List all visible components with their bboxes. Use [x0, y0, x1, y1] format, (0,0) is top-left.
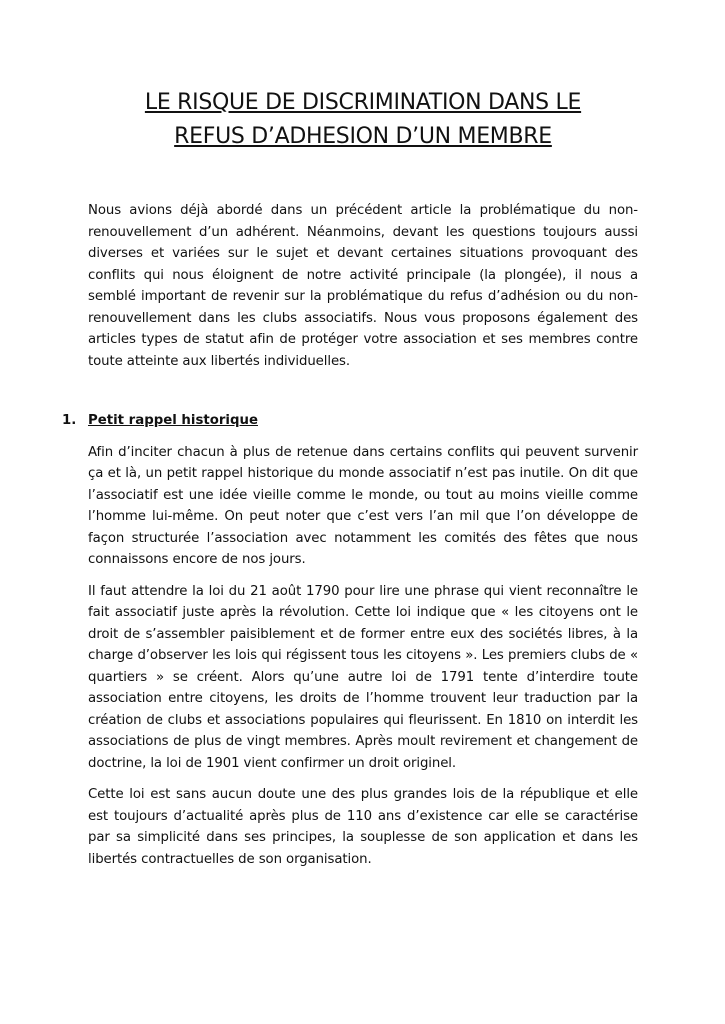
body-paragraph: Cette loi est sans aucun doute une des plus grandes lois de la république et elle est toujours d’actualité après plus de 110 ans d’existence car elle se caractérise par sa simplicité dans ses principes, la souplesse de son application et dans les libertés contractuelles de son organisation.	[88, 787, 638, 867]
section-number: 1.	[62, 413, 77, 428]
intro-paragraph: Nous avions déjà abordé dans un précédent article la problématique du non-renouvellement d’un adhérent. Néanmoins, devant les questions toujours aussi diverses et variées sur le sujet et devant certaines situations provoquant des conflits qui nous éloignent de notre activité principale (la plongée), il nous a semblé important de revenir sur la problématique du refus d’adhésion ou du non-renouvellement dans les clubs associatifs. Nous vous proposons également des articles types de statut afin de protéger votre association et ses membres contre toute atteinte aux libertés individuelles.	[88, 203, 638, 369]
title-line-2: REFUS D’ADHESION D’UN MEMBRE	[174, 124, 552, 149]
body-paragraph: Afin d’inciter chacun à plus de retenue dans certains conflits qui peuvent survenir ça et là, un petit rappel historique du monde associatif n’est pas inutile. On dit que l’associatif est une idée vieille comme le monde, ou tout au moins vieille comme l’homme lui-même. On peut noter que c’est vers l’an mil que l’on développe de façon structurée l’association avec notamment les comités des fêtes que nous connaissons encore de nos jours.	[88, 444, 638, 567]
title-line-1: LE RISQUE DE DISCRIMINATION DANS LE	[144, 90, 582, 115]
body-paragraph: Il faut attendre la loi du 21 août 1790 pour lire une phrase qui vient reconnaître le fait associatif juste après la révolution. Cette loi indique que « les citoyens ont le droit de s’assembler paisiblement et de former entre eux des sociétés libres, à la charge d’observer les lois qui régissent tous les citoyens ». Les premiers clubs de « quartiers » se créent. Alors qu’une autre loi de 1791 tente d’interdire toute association entre citoyens, les droits de l’homme trouvent leur traduction par la création de clubs et associations populaires qui fleurissent. En 1810 on interdit les associations de plus de vingt membres. Après moult revirement et changement de doctrine, la loi de 1901 vient confirmer un droit originel.	[88, 583, 638, 771]
document-title	[0, 86, 725, 154]
section-heading	[62, 410, 638, 432]
section-title: Petit rappel historique	[88, 413, 258, 428]
